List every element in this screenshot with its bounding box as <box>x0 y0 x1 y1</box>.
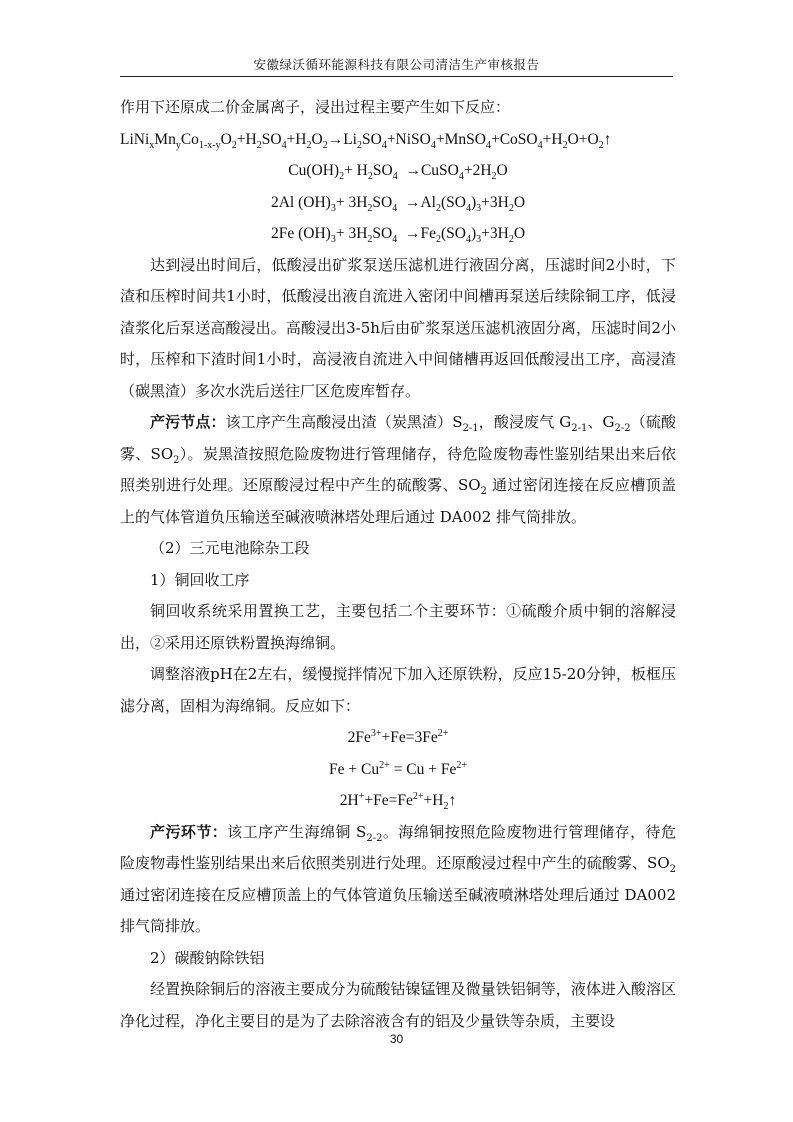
page-number: 30 <box>389 1032 404 1046</box>
leaching-paragraph: 达到浸出时间后，低酸浸出矿浆泵送压滤机进行液固分离，压滤时间2小时，下渣和压榨时间共1小时，低酸浸出液自流进入密闭中间槽再泵送后续除铜工序，低浸渣浆化后泵送高酸浸出。高酸浸出3-5h后由矿浆泵送压滤机液固分离，压滤时间2小时，压榨和下渣时间1小时，高浸液自流进入中间储槽再返回低酸浸出工序，高浸渣（碳黑渣）多次水洗后送往厂区危废库暂存。 <box>120 255 676 400</box>
copper-recovery-paragraph: 铜回收系统采用置换工艺，主要包括二个主要环节：①硫酸介质中铜的溶解浸出，②采用还原铁粉置换海绵铜。 <box>120 602 676 652</box>
header-divider <box>120 76 673 77</box>
ph-adjust-paragraph: 调整溶液pH在2左右，缓慢搅拌情况下加入还原铁粉，反应15-20分钟，板框压滤分离，固相为海绵铜。反应如下： <box>120 665 676 715</box>
pollution-link-label: 产污环节： <box>150 822 228 841</box>
intro-paragraph: 作用下还原成二价金属离子，浸出过程主要产生如下反应： <box>120 98 511 116</box>
subsection-sodium-carbonate: 2）碳酸钠除铁铝 <box>150 948 265 967</box>
reaction-copper-cementation: $Fe + Cu^{2+} = Cu + Fe^{2+}$ <box>329 759 467 778</box>
reaction-iron-hydroxide: 2Fe $(OH)_3+ 3H_2SO_4 \to Fe_2(SO_4)_3+3H_2O$ <box>270 225 526 246</box>
reaction-copper-hydroxide: $Cu(OH)_2+ H_2SO_4$ $\to CuSO_4+2H_2O$ <box>288 162 508 183</box>
reaction-leach-main: $LiNi_xMn_yCo_{1-x-y}O_2+H_2SO_4+H_2O_2\to Li_2SO_4+NiSO_4+MnSO_4+CoSO_4+H_2O+O_2↑$ <box>120 130 612 151</box>
pollution-node-label: 产污节点： <box>150 413 226 431</box>
purification-paragraph: 经置换除铜后的溶液主要成分为硫酸钴镍锰锂及微量铁铝铜等，液体进入酸溶区净化过程，净化主要目的是为了去除溶液含有的铝及少量铁等杂质，主要设 <box>120 980 676 1030</box>
subsection-copper-recovery: 1）铜回收工序 <box>150 570 250 589</box>
pollution-link-paragraph <box>120 817 676 943</box>
page-header: 安徽绿沃循环能源科技有限公司清洁生产审核报告 <box>253 57 540 72</box>
reaction-aluminium-hydroxide: 2Al $(OH)_3+ 3H_2SO_4 \to Al_2(SO_4)_3+3H_2O$ <box>270 193 526 214</box>
reaction-ferric-iron: $2Fe^{3+}+Fe=3Fe^{2+}$ <box>347 727 449 746</box>
pollution-link-text: 该工序产生海绵铜 $S_{2-2}$。海绵铜按照危险废物进行管理储存，待危险废物毒性鉴别结果出来后依照类别进行处理。还原酸浸过程中产生的硫酸雾、$SO_2$ 通过密闭连接在反应槽顶盖上的气体管道负压输送至碱液喷淋塔处理后通过 DA002 排气筒排放。 <box>120 822 676 935</box>
pollution-node-paragraph <box>120 407 676 533</box>
pollution-node-text: 该工序产生高酸浸出渣（炭黑渣）$S_{2-1}$，酸浸废气 $G_{2-1}$、$G_{2-2}$（硫酸雾、$SO_2$）。炭黑渣按照危险废物进行管理储存，待危险废物毒性鉴别结果出来后依照类别进行处理。还原酸浸过程中产生的硫酸雾、$SO_2$ 通过密闭连接在反应槽顶盖上的气体管道负压输送至碱液喷淋塔处理后通过 DA002 排气筒排放。 <box>120 413 676 526</box>
reaction-hydrogen: $2H^++Fe=Fe^{2+}+H_2↑$ <box>339 790 457 813</box>
section-heading-impurity-removal: （2）三元电池除杂工段 <box>150 539 310 557</box>
document-body <box>120 92 676 1037</box>
